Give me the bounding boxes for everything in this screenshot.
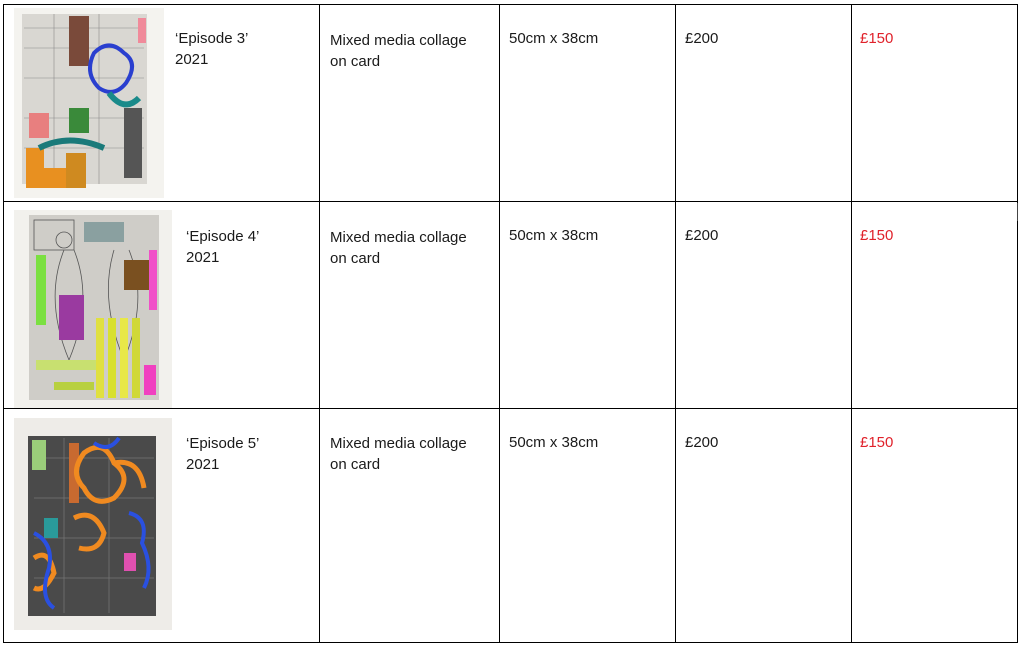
artwork-medium: Mixed media collage on card <box>330 229 467 267</box>
artwork-image-episode-4 <box>14 210 172 408</box>
artwork-year: 2021 <box>186 456 220 473</box>
artwork-size: 50cm x 38cm <box>509 434 599 451</box>
artwork-size: 50cm x 38cm <box>509 227 599 244</box>
artwork-size: 50cm x 38cm <box>509 30 599 47</box>
artwork-title: ‘Episode 3’ <box>175 30 249 47</box>
artwork-price: £200 <box>685 434 719 451</box>
text-cursor <box>1017 203 1018 221</box>
artwork-year: 2021 <box>186 249 220 266</box>
artwork-price: £200 <box>685 30 719 47</box>
artwork-sale-price: £150 <box>860 434 894 451</box>
artwork-price: £200 <box>685 227 719 244</box>
artwork-medium: Mixed media collage on card <box>330 32 467 70</box>
artwork-image-episode-3 <box>14 8 164 198</box>
artwork-title: ‘Episode 4’ <box>186 228 260 245</box>
artwork-sale-price: £150 <box>860 227 894 244</box>
artwork-medium: Mixed media collage on card <box>330 435 467 473</box>
artwork-image-episode-5 <box>14 418 172 630</box>
artwork-year: 2021 <box>175 51 209 68</box>
artwork-sale-price: £150 <box>860 30 894 47</box>
artwork-title: ‘Episode 5’ <box>186 435 260 452</box>
